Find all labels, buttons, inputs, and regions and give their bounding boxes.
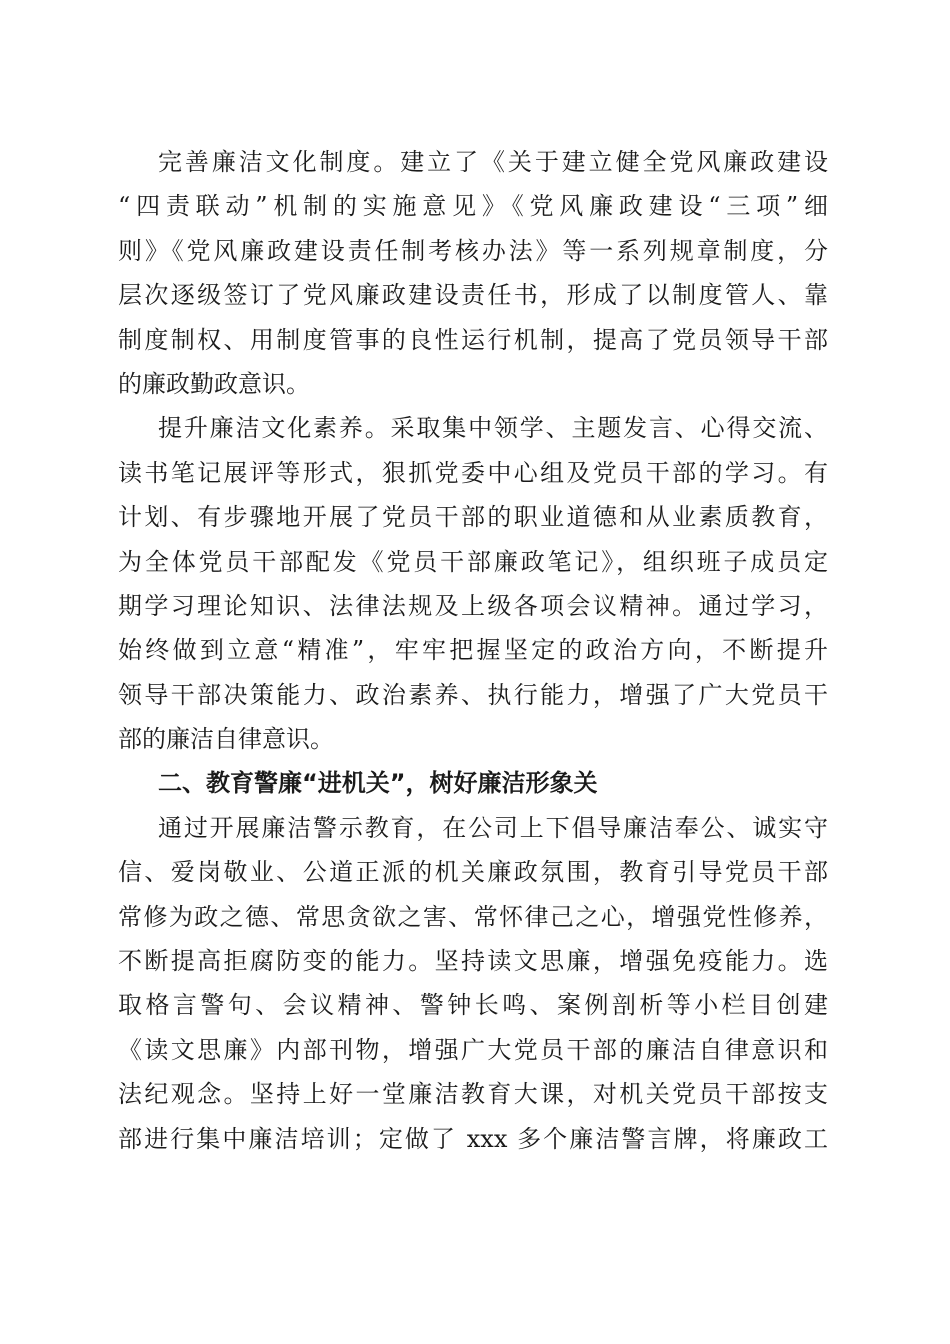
- text-line: 法纪观念。坚持上好一堂廉洁教育大课，对机关党员干部按支: [118, 1080, 828, 1109]
- text-line: 取格言警句、会议精神、警钟长鸣、案例剖析等小栏目创建: [118, 991, 828, 1020]
- text-line: 的廉政勤政意识。: [118, 369, 310, 398]
- text-line: 信、爱岗敬业、公道正派的机关廉政氛围，教育引导党员干部: [118, 858, 828, 887]
- section-heading: 二、教育警廉“进机关”，树好廉洁形象关: [158, 769, 598, 798]
- text-line: 完善廉洁文化制度。建立了《关于建立健全党风廉政建设: [158, 148, 828, 176]
- text-line: 始终做到立意“精准”，牢牢把握坚定的政治方向，不断提升: [118, 636, 828, 665]
- text-line: 通过开展廉洁警示教育，在公司上下倡导廉洁奉公、诚实守: [158, 813, 828, 842]
- text-line: 层次逐级签订了党风廉政建设责任书，形成了以制度管人、靠: [118, 281, 828, 310]
- paragraph-institution: [118, 140, 828, 406]
- text-line: 制度制权、用制度管事的良性运行机制，提高了党员领导干部: [118, 325, 828, 354]
- text-line: “四责联动”机制的实施意见》《党风廉政建设“三项”细: [118, 192, 828, 221]
- paragraph-education: [118, 806, 828, 1161]
- document-body: [118, 140, 828, 1161]
- text-line: 期学习理论知识、法律法规及上级各项会议精神。通过学习，: [118, 591, 828, 620]
- text-line: 计划、有步骤地开展了党员干部的职业道德和从业素质教育，: [118, 503, 828, 532]
- text-line: 提升廉洁文化素养。采取集中领学、主题发言、心得交流、: [158, 414, 828, 443]
- text-line: 领导干部决策能力、政治素养、执行能力，增强了广大党员干: [118, 680, 828, 709]
- text-line: 常修为政之德、常思贪欲之害、常怀律己之心，增强党性修养，: [118, 902, 828, 931]
- text-line: 部进行集中廉洁培训；定做了 xxx 多个廉洁警言牌，将廉政工: [118, 1124, 828, 1153]
- text-line: 部的廉洁自律意识。: [118, 725, 334, 754]
- paragraph-literacy: [118, 406, 828, 761]
- text-line: 《读文思廉》内部刊物，增强广大党员干部的廉洁自律意识和: [118, 1035, 828, 1064]
- text-line: 则》《党风廉政建设责任制考核办法》等一系列规章制度，分: [118, 236, 828, 265]
- text-line: 为全体党员干部配发《党员干部廉政笔记》，组织班子成员定: [118, 547, 828, 576]
- text-line: 读书笔记展评等形式，狠抓党委中心组及党员干部的学习。有: [118, 458, 828, 487]
- text-line: 不断提高拒腐防变的能力。坚持读文思廉，增强免疫能力。选: [118, 947, 828, 976]
